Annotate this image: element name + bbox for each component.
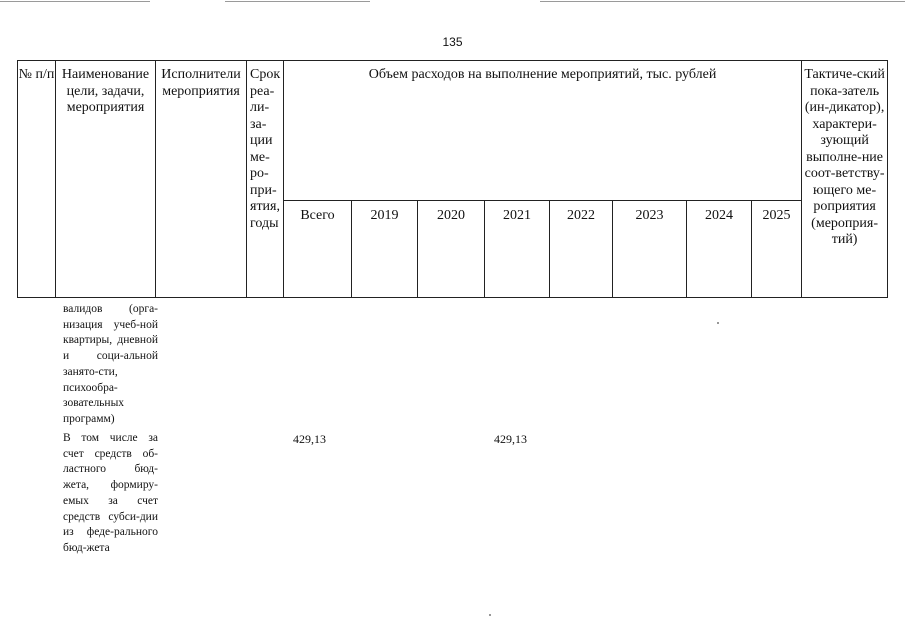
row-continuation-text: валидов (орга-низация учеб-ной квартиры, дневной и соци-альной занято-сти, психообра-зовательных программ) — [63, 303, 158, 425]
column-volume-header: Объем расходов на выполнение мероприятий, тыс. рублей — [284, 61, 802, 201]
column-name-header: Наименование цели, задачи, мероприятия — [56, 61, 156, 298]
scan-top-edge — [225, 1, 370, 2]
expenses-table-header — [17, 60, 888, 298]
row-funding-source-text: В том числе за счет средств об-ластного бюд-жета, формиру-емых за счет средств субси-дии из феде-рального бюд-жета — [63, 432, 158, 554]
column-year-2024-header: 2024 — [687, 201, 752, 298]
scan-speck — [717, 322, 719, 324]
row-funding-total-value: 429,13 — [293, 432, 326, 446]
row-funding-2021-value: 429,13 — [494, 432, 527, 446]
scan-top-edge — [540, 1, 905, 2]
page-number: 135 — [442, 35, 463, 49]
column-year-2025-header: 2025 — [752, 201, 802, 298]
column-total-header: Всего — [284, 201, 352, 298]
column-executors-header: Исполнители мероприятия — [156, 61, 247, 298]
column-year-2021-header: 2021 — [485, 201, 550, 298]
column-year-2020-header: 2020 — [418, 201, 485, 298]
column-indicator-header: Тактиче-ский пока-затель (ин-дикатор), характери-зующий выполне-ние соот-ветству-ющего ме-роприятия (мероприя-тий) — [802, 61, 888, 298]
column-number-header: № п/п — [18, 61, 56, 298]
column-year-2022-header: 2022 — [550, 201, 613, 298]
scan-speck — [489, 614, 491, 616]
column-term-header: Срок реа-ли-за-ции ме-ро-при-ятия, годы — [247, 61, 284, 298]
column-year-2019-header: 2019 — [352, 201, 418, 298]
column-year-2023-header: 2023 — [613, 201, 687, 298]
scan-top-edge — [0, 1, 150, 2]
